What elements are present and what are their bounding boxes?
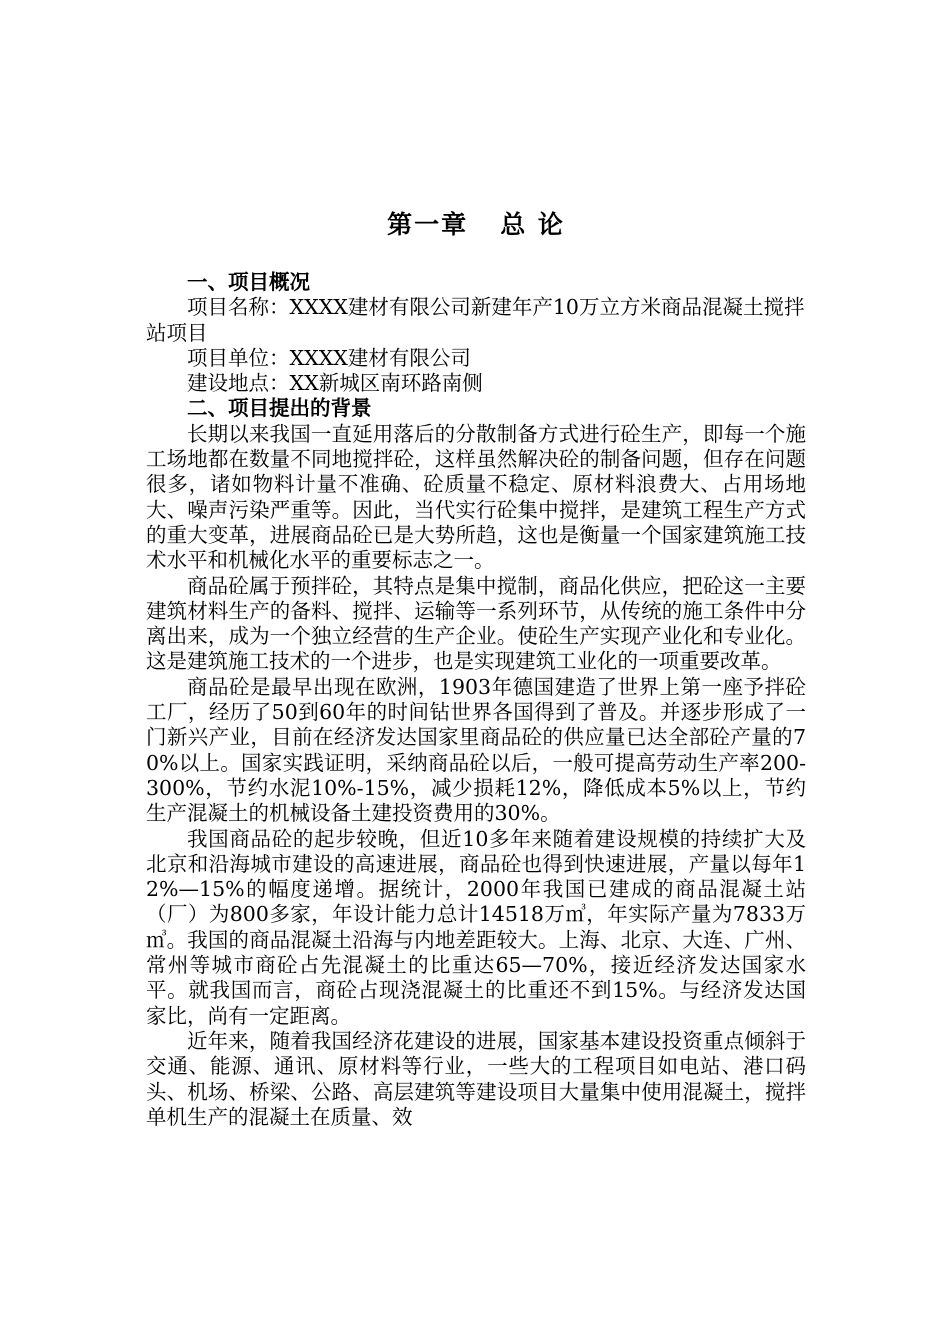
chapter-title: 第一章 总 论 (387, 210, 565, 239)
project-unit-field: 项目单位：XXXX建材有限公司 (187, 345, 471, 370)
project-location-field: 建设地点：XX新城区南环路南侧 (187, 371, 483, 396)
paragraph: 长期以来我国一直延用落后的分散制备方式进行砼生产，即每一个施工场地都在数量不同地搅拌砼，这样虽然解决砼的制备问题，但存在问题很多，诸如物料计量不准确、砼质量不稳定、原材料浪费大、占用场地大、噪声污染严重等。因此，当代实行砼集中搅拌，是建筑工程生产方式的重大变革，进展商品砼已是大势所趋，这也是衡量一个国家建筑施工技术水平和机械化水平的重要标志之一。 (146, 421, 806, 573)
document-body (146, 270, 806, 1130)
project-name-field: 项目名称：XXXX建材有限公司新建年产10万立方米商品混凝土搅拌站项目 (146, 295, 805, 345)
paragraph: 我国商品砼的起步较晚，但近10多年来随着建设规模的持续扩大及北京和沿海城市建设的高速进展，商品砼也得到快速进展，产量以每年12%—15%的幅度递增。据统计，2000年我国已建成的商品混凝土站（厂）为800多家，年设计能力总计14518万㎥，年实际产量为7833万㎥。我国的商品混凝土沿海与内地差距较大。上海、北京、大连、广州、常州等城市商砼占先混凝土的比重达65—70%，接近经济发达国家水平。就我国而言，商砼占现浇混凝土的比重还不到15%。与经济发达国家比，尚有一定距离。 (146, 826, 806, 1028)
section-heading-background: 二、项目提出的背景 (187, 396, 372, 421)
paragraph: 商品砼是最早出现在欧洲，1903年德国建造了世界上第一座予拌砼工厂，经历了50到60年的时间钻世界各国得到了普及。并逐步形成了一门新兴产业，目前在经济发达国家里商品砼的供应量已达全部砼产量的70%以上。国家实践证明，采纳商品砼以后，一般可提高劳动生产率200-300%，节约水泥10%-15%，减少损耗12%，降低成本5%以上，节约生产混凝土的机械设备土建投资费用的30%。 (146, 674, 806, 826)
section-heading-project-overview: 一、项目概况 (187, 270, 310, 294)
paragraph: 商品砼属于预拌砼，其特点是集中搅制，商品化供应，把砼这一主要建筑材料生产的备料、搅拌、运输等一系列环节，从传统的施工条件中分离出来，成为一个独立经营的生产企业。使砼生产实现产业化和专业化。这是建筑施工技术的一个进步，也是实现建筑工业化的一项重要改革。 (146, 573, 806, 674)
document-page (146, 0, 806, 1344)
paragraph: 近年来，随着我国经济花建设的进展，国家基本建设投资重点倾斜于交通、能源、通讯、原材料等行业，一些大的工程项目如电站、港口码头、机场、桥梁、公路、高层建筑等建设项目大量集中使用混凝土，搅拌单机生产的混凝土在质量、效 (146, 1028, 806, 1129)
